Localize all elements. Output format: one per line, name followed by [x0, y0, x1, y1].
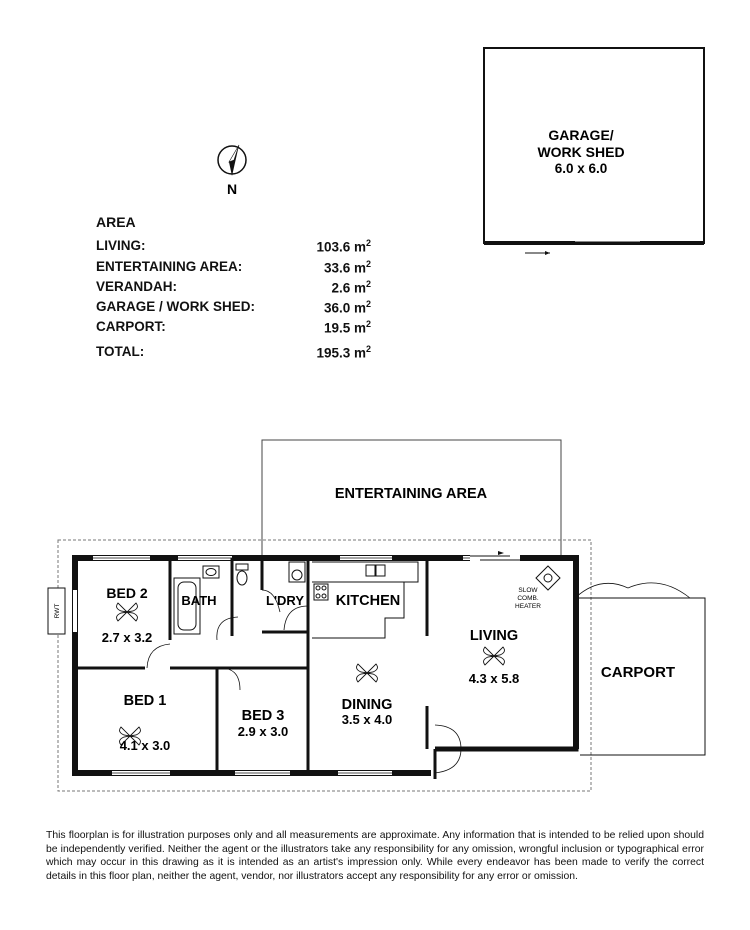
area-value: 19.5 $m^2$ — [323, 319, 371, 336]
room-dims-living: 4.3 x 5.8 — [468, 671, 520, 686]
area-label: CARPORT: — [96, 319, 166, 334]
area-title: AREA — [96, 214, 136, 230]
room-name-bath: BATH — [181, 593, 217, 608]
room-dims-bed3: 2.9 x 3.0 — [237, 724, 289, 739]
area-label: VERANDAH: — [96, 279, 177, 294]
ceiling-fan-icon — [484, 647, 505, 665]
room-dims-dining: 3.5 x 4.0 — [341, 712, 393, 727]
heater-label-2: COMB. — [517, 595, 539, 602]
rwt-label: RWT — [54, 603, 61, 619]
area-value: 2.6 $m^2$ — [331, 279, 371, 296]
area-value: 195.3 $m^2$ — [316, 344, 371, 361]
area-label: ENTERTAINING AREA: — [96, 259, 243, 274]
room-dims-bed1: 4.1 x 3.0 — [119, 738, 171, 753]
area-value: 36.0 $m^2$ — [323, 299, 371, 316]
room-name-dining: DINING — [341, 697, 393, 713]
entertaining-area-label: ENTERTAINING AREA — [334, 486, 488, 502]
area-value: 103.6 $m^2$ — [316, 238, 371, 255]
area-label: LIVING: — [96, 238, 146, 253]
room-name-bed1: BED 1 — [123, 693, 167, 709]
north-label: N — [226, 181, 238, 197]
ceiling-fan-icon — [357, 664, 378, 682]
garage-dims: 6.0 x 6.0 — [554, 161, 608, 176]
ceiling-fan-icon — [117, 603, 138, 621]
door-swings — [147, 590, 461, 773]
room-name-ldry: L'DRY — [266, 593, 304, 608]
heater-label-1: SLOW — [518, 587, 538, 594]
area-label: TOTAL: — [96, 344, 145, 359]
north-arrow-icon — [218, 145, 246, 176]
disclaimer-text: This floorplan is for illustration purposes only and all measurements are approximate. Any information that is intended to be relied upon should be independently verified. Neither the agent or the illustrators take any responsibility for any omission, wrongful inclusion or typographical error which may occur in this drawing as it is intended as an artist's impression only. While every endeavor has been made to verify the correct details in this floor plan, neither the agent, vendor, nor illustrators accept any responsibility for any error or omission. — [46, 830, 704, 882]
room-name-bed3: BED 3 — [241, 708, 285, 724]
room-name-bed2: BED 2 — [106, 585, 148, 601]
room-dims-bed2: 2.7 x 3.2 — [101, 630, 153, 645]
room-name-living: LIVING — [469, 628, 519, 644]
area-value: 33.6 $m^2$ — [323, 259, 371, 276]
heater-label-3: HEATER — [515, 603, 541, 610]
carport-label: CARPORT — [600, 664, 676, 681]
eaves-boundary — [58, 540, 591, 791]
heater-icon — [536, 566, 560, 590]
garage-name-1: GARAGE/ — [548, 127, 614, 143]
area-label: GARAGE / WORK SHED: — [96, 299, 256, 314]
room-name-kitchen: KITCHEN — [335, 593, 401, 609]
garage-name-2: WORK SHED — [537, 144, 625, 160]
